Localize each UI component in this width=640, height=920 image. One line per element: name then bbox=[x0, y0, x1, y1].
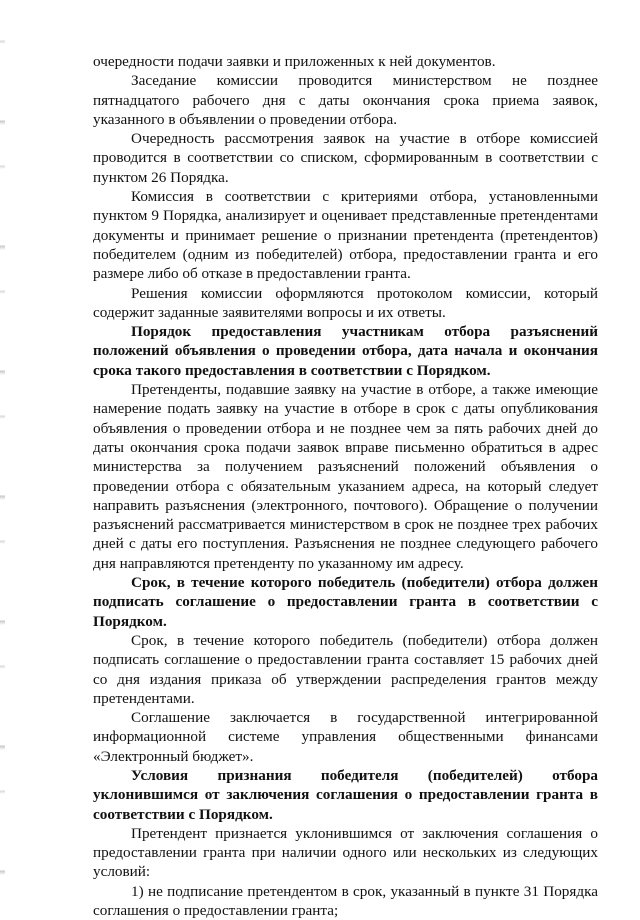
paragraph-5: Решения комиссии оформляются протоколом комиссии, который содержит заданные заявителями вопросы и их ответы. bbox=[93, 284, 598, 321]
paragraph-4: Комиссия в соответствии с критериями отбора, установленными пунктом 9 Порядка, анализирует и оценивает представленные претендентами документы и принимает решение о признании претендента (претендентов) победителем (одним из победителей) отбора, предоставлении гранта и его размере либо об отказе в предоставлении гранта. bbox=[93, 188, 598, 283]
paragraph-10: Соглашение заключается в государственной интегрированной информационной системе управления общественными финансами «Электронный бюджет». bbox=[93, 709, 598, 765]
paragraph-9: Срок, в течение которого победитель (победители) отбора должен подписать соглашение о предоставлении гранта составляет 15 рабочих дней со дня издания приказа об утверждении распределения грантов между претендентами. bbox=[93, 631, 598, 707]
paragraph-7: Претенденты, подавшие заявку на участие в отборе, а также имеющие намерение подать заявку на участие в отборе в срок с даты опубликования объявления о проведении отбора и не позднее чем за пять рабочих дней до даты окончания срока подачи заявок вправе письменно обратиться в адрес министерства за получением разъяснений положений объявления о проведении отбора с обязательным указанием адреса, на который следует направить разъяснения (электронного, почтового). Обращение о получении разъяснений рассматривается министерством в срок не позднее трех рабочих дней с даты его поступления. Разъяснения не позднее следующего рабочего дня направляются претенденту по указанному им адресу. bbox=[93, 381, 598, 572]
document-page bbox=[93, 52, 598, 920]
paragraph-1: очередности подачи заявки и приложенных к ней документов. bbox=[93, 53, 496, 70]
paragraph-13: 1) не подписание претендентом в срок, указанный в пункте 31 Порядка соглашения о предоставлении гранта; bbox=[93, 882, 598, 920]
paragraph-3: Очередность рассмотрения заявок на участие в отборе комиссией проводится в соответствии со списком, сформированным в соответствии с пунктом 26 Порядка. bbox=[93, 130, 598, 186]
paragraph-2: Заседание комиссии проводится министерством не позднее пятнадцатого рабочего дня с даты окончания срока приема заявок, указанного в объявлении о проведении отбора. bbox=[93, 72, 598, 128]
scan-edge-artifact bbox=[0, 0, 5, 905]
paragraph-12: Претендент признается уклонившимся от заключения соглашения о предоставлении гранта при наличии одного или нескольких из следующих условий: bbox=[93, 824, 598, 881]
section-heading-signing-deadline: Срок, в течение которого победитель (победители) отбора должен подписать соглашение о предоставлении гранта в соответствии с Порядком. bbox=[93, 574, 598, 630]
section-heading-evasion-conditions: Условия признания победителя (победителей) отбора уклонившимся от заключения соглашения о предоставлении гранта в соответствии с Порядком. bbox=[93, 766, 598, 823]
section-heading-clarifications: Порядок предоставления участникам отбора разъяснений положений объявления о проведении отбора, дата начала и окончания срока такого предоставления в соответствии с Порядком. bbox=[93, 323, 598, 379]
